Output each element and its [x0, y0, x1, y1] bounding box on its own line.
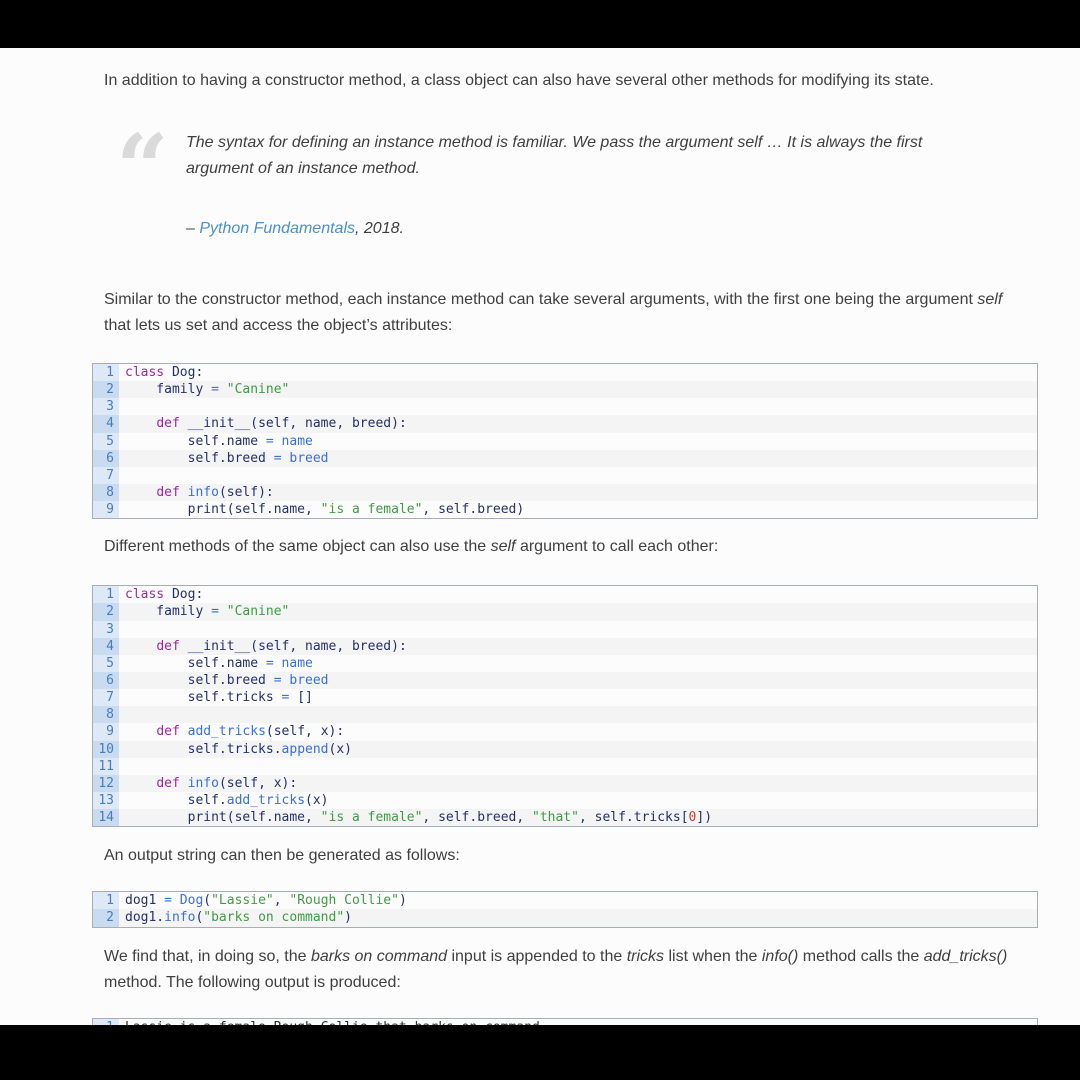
line-number: 6 — [93, 672, 119, 689]
methods-call-paragraph — [104, 534, 1009, 560]
line-number: 8 — [93, 484, 119, 501]
text-run: info() — [761, 947, 799, 965]
code-token — [125, 639, 156, 654]
code-token: def — [156, 775, 180, 791]
code-text — [119, 467, 1037, 484]
code-line — [93, 398, 1037, 415]
line-number: 14 — [93, 809, 119, 826]
code-block-instantiation — [92, 891, 1038, 927]
code-line — [93, 741, 1037, 758]
line-number: 8 — [93, 706, 119, 723]
code-line — [93, 501, 1037, 518]
line-number: 3 — [93, 398, 119, 415]
code-token: def — [156, 416, 180, 432]
text-run: An output string can then be generated as follows: — [104, 847, 460, 865]
code-line — [93, 672, 1037, 689]
code-block-dog-class-tricks — [92, 585, 1038, 827]
line-number: 5 — [93, 655, 119, 672]
code-text — [119, 621, 1037, 638]
code-text — [119, 706, 1037, 723]
code-line — [93, 792, 1037, 809]
code-line — [93, 484, 1037, 501]
code-token — [125, 416, 156, 431]
code-token: = — [281, 690, 298, 706]
code-text — [119, 809, 1037, 826]
code-token — [180, 485, 188, 500]
code-token: "Lassie" — [211, 893, 274, 909]
text-run: , 2018. — [355, 220, 404, 237]
code-token — [180, 724, 188, 739]
code-line — [93, 809, 1037, 826]
document-page — [0, 48, 1080, 1025]
line-number: 12 — [93, 775, 119, 792]
code-token: dog1 — [125, 893, 165, 909]
line-number: 1 — [93, 892, 119, 909]
code-line — [93, 467, 1037, 484]
code-token: "Canine" — [226, 382, 290, 398]
line-number: 4 — [93, 415, 119, 432]
code-line — [93, 364, 1037, 381]
code-text — [119, 484, 1037, 501]
line-number: 9 — [93, 501, 119, 518]
code-token: "that" — [532, 810, 579, 826]
line-number: 4 — [93, 638, 119, 655]
code-token: "Rough Collie" — [289, 893, 399, 909]
code-token: "barks on command" — [203, 910, 345, 926]
intro-paragraph — [104, 68, 1009, 94]
line-number: 10 — [93, 741, 119, 758]
text-run: method. The following output is produced: — [104, 973, 401, 991]
code-line — [93, 586, 1037, 603]
code-line — [93, 892, 1037, 909]
code-line — [93, 603, 1037, 620]
code-token: ) — [398, 893, 407, 909]
text-run: Similar to the constructor method, each instance method can take several arguments, with the first one being the argument — [104, 291, 978, 308]
code-token: , self.breed) — [422, 502, 525, 518]
code-token: self.name — [125, 433, 266, 449]
code-text — [119, 775, 1037, 792]
code-line — [93, 415, 1037, 432]
code-text — [119, 501, 1037, 518]
code-token: self.breed — [125, 672, 274, 688]
code-token: (self): — [218, 484, 274, 500]
constructor-similarity-paragraph — [104, 287, 1009, 339]
quote-source-link[interactable]: Python Fundamentals — [199, 220, 355, 237]
code-token: family — [125, 382, 212, 398]
line-number: 7 — [93, 467, 119, 484]
code-text — [119, 433, 1037, 450]
code-token: class — [125, 365, 165, 380]
code-token: = — [164, 893, 180, 909]
text-run: method calls the — [798, 947, 924, 965]
code-text — [119, 655, 1037, 672]
code-token: print(self.name, — [125, 502, 321, 518]
code-token: = name — [265, 655, 313, 671]
code-text — [119, 741, 1037, 758]
code-token: Dog: — [164, 587, 204, 603]
text-run: list when the — [664, 947, 762, 965]
code-text — [119, 586, 1037, 603]
line-number: 6 — [93, 450, 119, 467]
code-token: ( — [203, 893, 212, 909]
code-token: [] — [297, 690, 313, 706]
code-token: def — [156, 724, 180, 740]
text-run: Different methods of the same object can also use the — [104, 538, 491, 556]
code-token: add_tricks — [187, 724, 266, 740]
text-run: argument to call each other: — [515, 538, 719, 556]
line-number: 7 — [93, 689, 119, 706]
code-token: dog1. — [125, 910, 165, 926]
line-number: 9 — [93, 723, 119, 740]
code-block-dog-class — [92, 363, 1038, 519]
code-token: "Canine" — [226, 604, 290, 620]
line-number: 2 — [93, 603, 119, 620]
code-text — [119, 723, 1037, 740]
code-line — [93, 433, 1037, 450]
text-run: input is appended to the — [447, 947, 627, 965]
code-text — [119, 892, 1037, 909]
code-text — [119, 364, 1037, 381]
code-token: self.breed — [125, 450, 274, 466]
code-token: self.tricks. — [125, 741, 282, 757]
output-string-paragraph — [104, 843, 1009, 869]
code-line — [93, 638, 1037, 655]
line-number: 2 — [93, 909, 119, 926]
code-line — [93, 909, 1037, 926]
blockquote — [116, 114, 1080, 222]
code-text — [119, 450, 1037, 467]
line-number: 3 — [93, 621, 119, 638]
letterbox-bottom — [0, 1025, 1080, 1080]
code-token: info — [164, 910, 196, 926]
code-token: Dog — [179, 893, 204, 909]
text-run: tricks — [626, 947, 665, 965]
code-token: add_tricks — [226, 792, 306, 808]
code-token — [125, 776, 156, 791]
code-token: (x) — [305, 792, 329, 808]
code-token: = breed — [273, 450, 329, 466]
code-token: info — [187, 484, 219, 500]
text-run: self — [977, 291, 1003, 308]
text-run: – — [186, 220, 200, 237]
letterbox-top — [0, 0, 1080, 48]
code-text — [119, 672, 1037, 689]
code-token: ) — [344, 910, 352, 926]
code-token: "is a female" — [320, 502, 423, 518]
text-run: In addition to having a constructor method, a class object can also have several other methods for modifying its state. — [104, 72, 934, 89]
code-line — [93, 758, 1037, 775]
text-run: self — [490, 538, 516, 556]
line-number: 11 — [93, 758, 119, 775]
code-line — [93, 706, 1037, 723]
text-run: We find that, in doing so, the — [104, 947, 311, 965]
code-text — [119, 792, 1037, 809]
code-token — [125, 485, 156, 500]
code-token: append — [281, 741, 329, 757]
code-token: (self, x): — [265, 724, 345, 740]
code-token: __init__(self, name, breed): — [179, 638, 407, 654]
quote-attribution — [186, 216, 1080, 242]
code-token: (x) — [328, 741, 352, 757]
code-token: = breed — [273, 672, 329, 688]
code-token — [125, 724, 156, 739]
quote-icon — [116, 114, 186, 222]
code-text — [119, 758, 1037, 775]
line-number: 5 — [93, 433, 119, 450]
text-run: barks on command — [310, 947, 448, 965]
line-number: 13 — [93, 792, 119, 809]
code-token: = name — [265, 433, 313, 449]
code-token — [180, 776, 188, 791]
code-token: __init__(self, name, breed): — [179, 416, 407, 432]
code-token: = — [211, 604, 227, 620]
code-line — [93, 381, 1037, 398]
code-token: , self.breed, — [422, 810, 532, 826]
code-text — [119, 415, 1037, 432]
code-token: family — [125, 604, 212, 620]
code-token: 0 — [688, 810, 697, 826]
code-text — [119, 689, 1037, 706]
code-token: class — [125, 587, 165, 603]
code-line — [93, 655, 1037, 672]
code-token: ]) — [696, 810, 713, 826]
code-token: = — [211, 382, 227, 398]
code-line — [93, 621, 1037, 638]
code-line — [93, 450, 1037, 467]
code-token: def — [156, 638, 180, 654]
code-token: "is a female" — [320, 810, 423, 826]
code-token: print(self.name, — [125, 810, 321, 826]
code-token: Dog: — [164, 365, 204, 380]
result-explanation-paragraph — [104, 944, 1009, 996]
code-token: self.tricks — [125, 690, 282, 706]
code-text — [119, 638, 1037, 655]
code-token: ( — [195, 910, 204, 926]
text-run: add_tricks() — [923, 947, 1008, 965]
quote-text: The syntax for defining an instance method is familiar. We pass the argument self … It is always the first argument of an instance method. — [186, 134, 923, 177]
code-token: , — [273, 893, 290, 909]
line-number: 2 — [93, 381, 119, 398]
code-text — [119, 381, 1037, 398]
code-token: info — [187, 775, 219, 791]
code-text — [119, 398, 1037, 415]
text-run: that lets us set and access the object’s attributes: — [104, 317, 453, 334]
line-number: 1 — [93, 586, 119, 603]
code-line — [93, 775, 1037, 792]
code-token: (self, x): — [218, 775, 298, 791]
code-line — [93, 723, 1037, 740]
code-text — [119, 603, 1037, 620]
code-text — [119, 909, 1037, 926]
code-token: self. — [125, 792, 227, 808]
code-token: def — [156, 484, 180, 500]
line-number: 1 — [93, 364, 119, 381]
code-token: self.name — [125, 655, 266, 671]
code-line — [93, 689, 1037, 706]
quote-glyph-icon: “ — [116, 114, 169, 222]
code-token: , self.tricks[ — [578, 810, 689, 826]
